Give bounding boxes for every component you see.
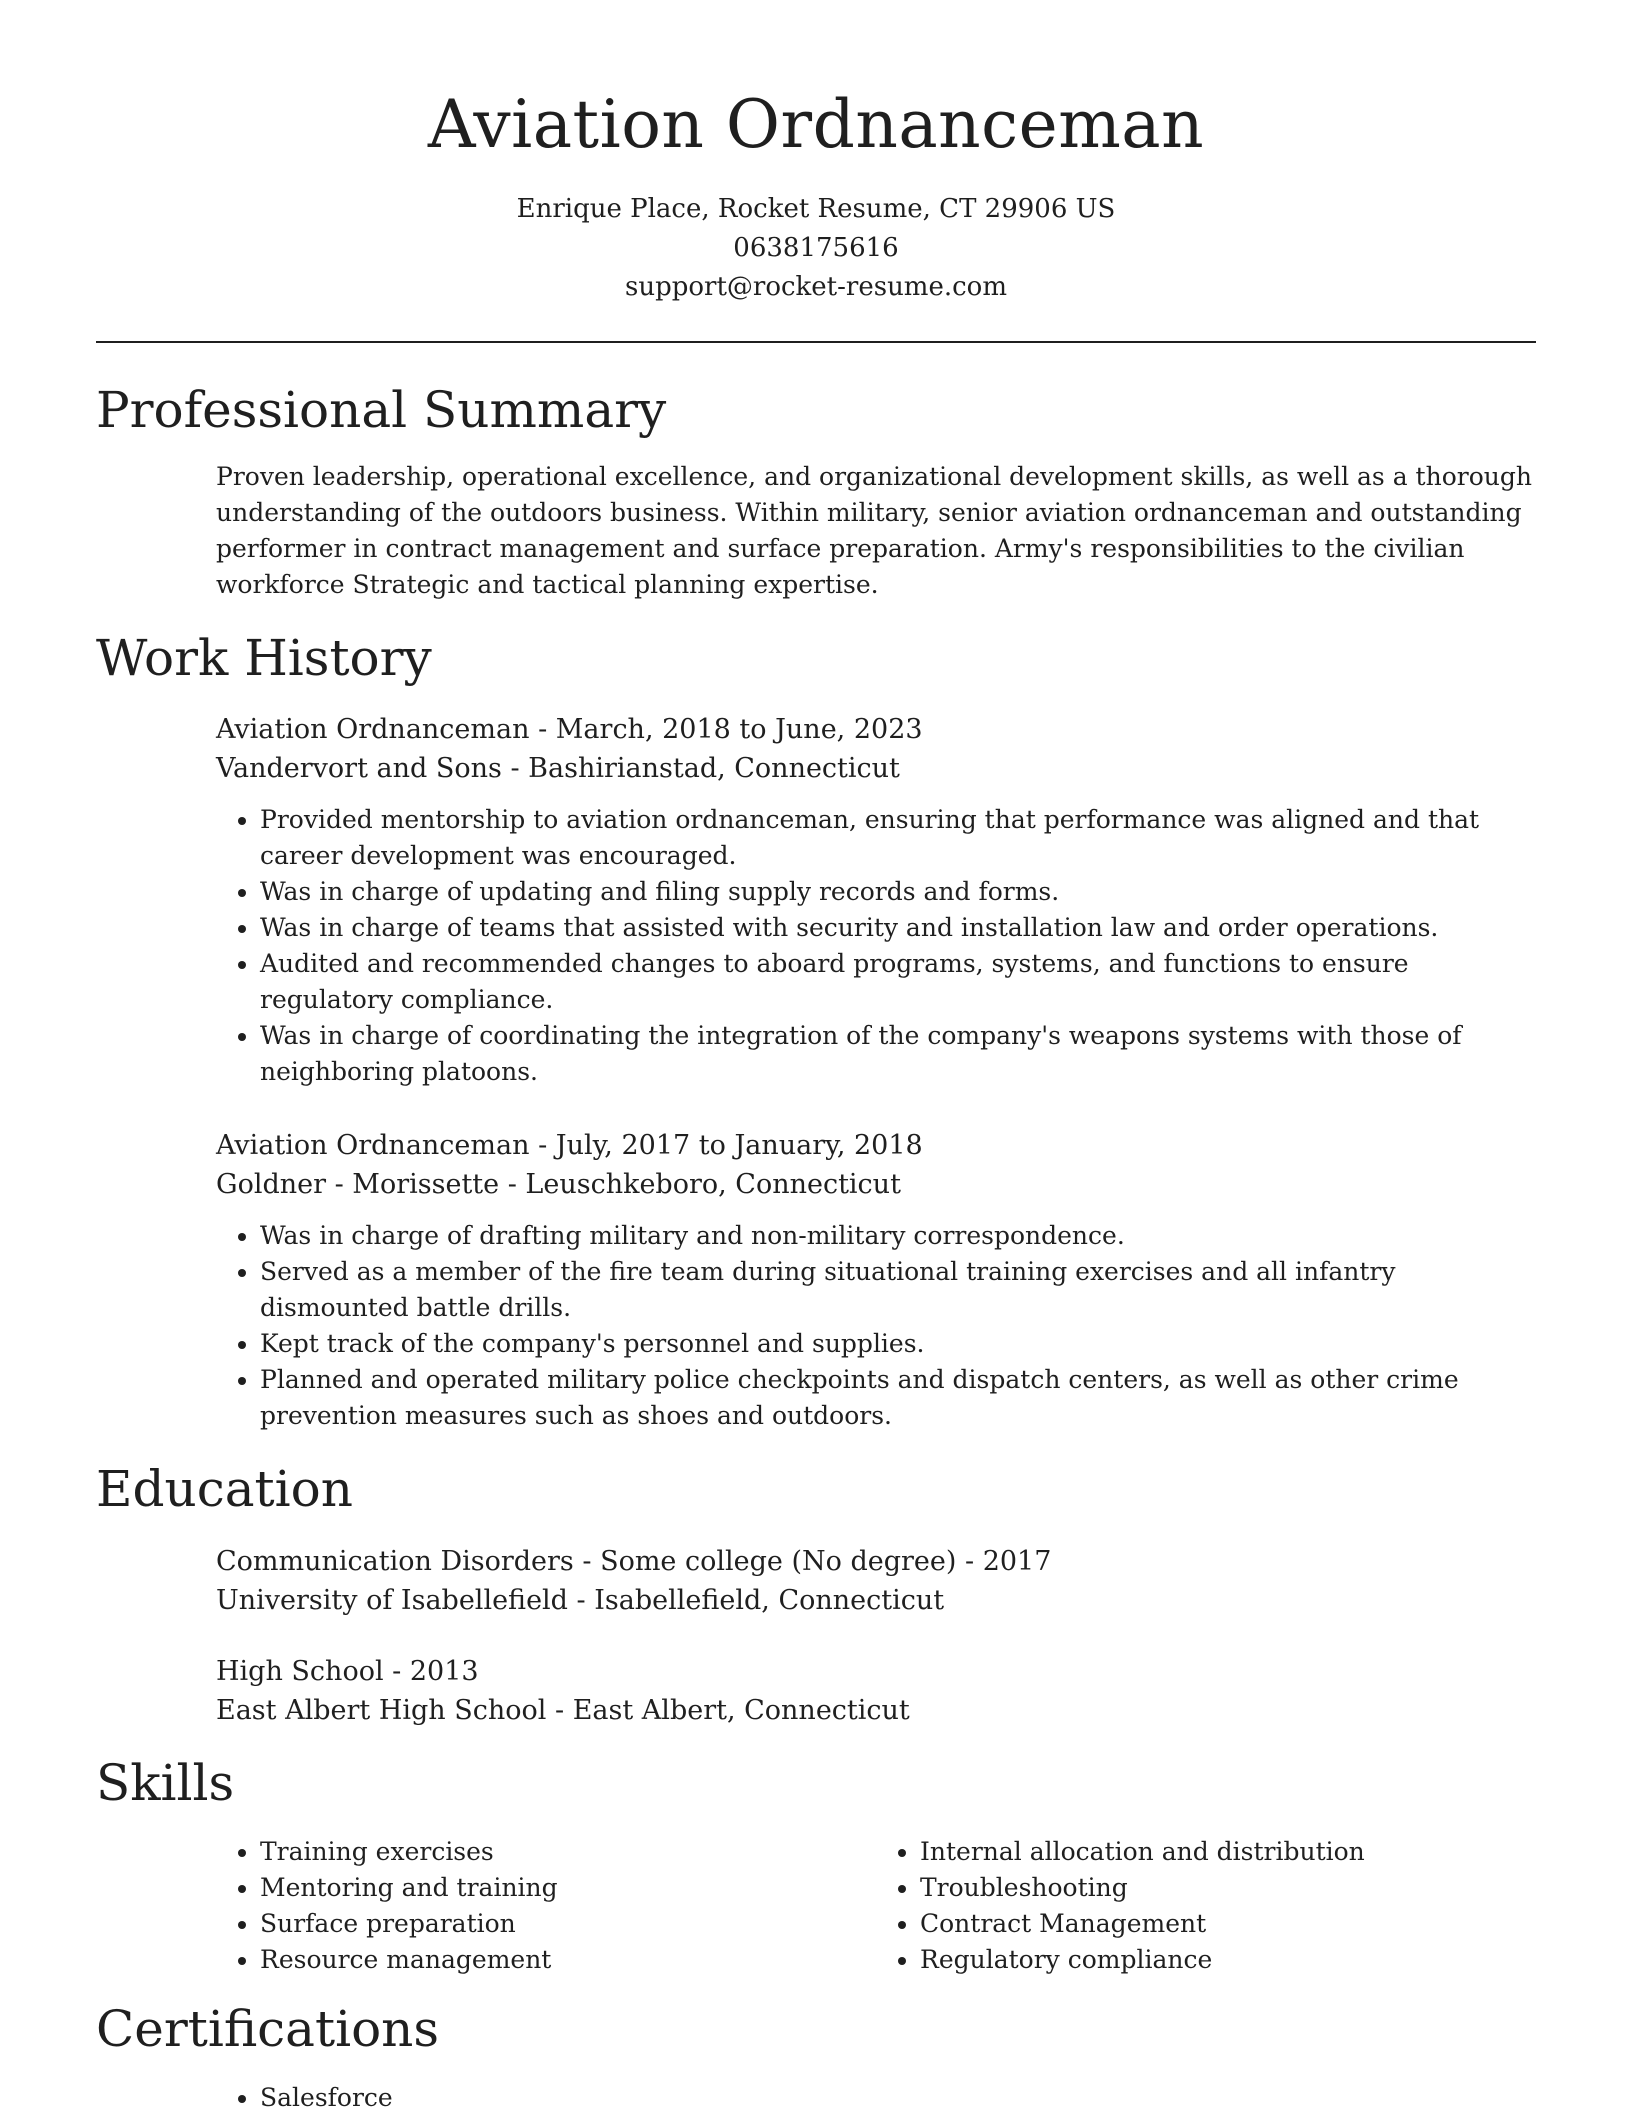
list-item: • Was in charge of drafting military and non-military correspondence. [260,1218,1536,1254]
job-2-title-line [216,1126,1536,1165]
list-item: • Resource management [260,1942,876,1978]
list-item: • Was in charge of teams that assisted with security and installation law and order operations. [260,910,1536,946]
work-history-title: Work History [96,629,432,687]
job-1-company: Vandervort and Sons [216,753,502,784]
education-1-degree: Communication Disorders - Some college (No degree) [216,1546,957,1577]
list-item: • Was in charge of coordinating the integration of the company's weapons systems with those of neighboring platoons. [260,1018,1536,1090]
job-1-title-line [216,710,1536,749]
list-item: • Salesforce [260,2080,1536,2116]
certifications-section [216,2080,1536,2116]
skills-title: Skills [96,1754,235,1812]
job-1-company-line [216,749,1536,788]
job-2-company: Goldner - Morissette [216,1169,500,1200]
summary-title: Professional Summary [96,381,667,439]
contact-info [96,190,1536,307]
education-1-year: - 2017 [956,1546,1052,1577]
education-entry-2 [216,1652,1536,1730]
education-entry-1 [216,1542,1536,1620]
list-item: • Mentoring and training [260,1870,876,1906]
education-2-location: - East Albert, Connecticut [546,1695,910,1726]
job-2-company-line [216,1165,1536,1204]
education-1-location: - Isabellefield, Connecticut [567,1585,945,1616]
header-divider [96,341,1536,343]
education-1-school: University of Isabellefield [216,1585,568,1616]
skills-section [216,1834,1536,1978]
list-item: • Training exercises [260,1834,876,1870]
list-item: • Troubleshooting [920,1870,1536,1906]
job-1-position: Aviation Ordnanceman [216,714,530,745]
job-2-location: - Leuschkeboro, Connecticut [499,1169,901,1200]
resume-name: Aviation Ordnanceman [427,86,1205,163]
list-item: • Audited and recommended changes to aboard programs, systems, and functions to ensure regulatory compliance. [260,946,1536,1018]
list-item: • Planned and operated military police checkpoints and dispatch centers, as well as other crime prevention measures such as shoes and outdoors. [260,1362,1536,1434]
job-2-dates: - July, 2017 to January, 2018 [529,1130,923,1161]
job-2-bullets [216,1218,1536,1434]
list-item: • Contract Management [920,1906,1536,1942]
contact-email: support@rocket-resume.com [624,272,1007,302]
summary-text: Proven leadership, operational excellence, and organizational development skills, as well as a thorough understanding of the outdoors business. Within military, senior aviation ordnanceman and outstanding performer in contract management and surface preparation. Army's responsibilities to the civilian workforce Strategic and tactical planning expertise. [216,462,1532,599]
job-2-position: Aviation Ordnanceman [216,1130,530,1161]
education-1-degree-line [216,1542,1536,1581]
education-2-school-line [216,1691,1536,1730]
contact-phone: 0638175616 [733,233,899,263]
education-1-school-line [216,1581,1536,1620]
list-item: • Surface preparation [260,1906,876,1942]
list-item: • Was in charge of updating and filing supply records and forms. [260,874,1536,910]
education-2-year: - 2013 [383,1656,479,1687]
certifications-title: Certifications [96,2000,440,2058]
skills-left-column [216,1834,876,1978]
job-1 [216,710,1536,1090]
job-1-dates: - March, 2018 to June, 2023 [529,714,923,745]
job-2 [216,1126,1536,1434]
job-1-location: - Bashirianstad, Connecticut [501,753,900,784]
education-2-degree: High School [216,1656,384,1687]
education-2-degree-line [216,1652,1536,1691]
education-title: Education [96,1460,353,1518]
list-item: • Kept track of the company's personnel and supplies. [260,1326,1536,1362]
skills-right-column [876,1834,1536,1978]
list-item: • Provided mentorship to aviation ordnanceman, ensuring that performance was aligned and that career development was encouraged. [260,802,1536,874]
list-item: • Internal allocation and distribution [920,1834,1536,1870]
certifications-list [216,2080,1536,2116]
education-2-school: East Albert High School [216,1695,547,1726]
contact-address: Enrique Place, Rocket Resume, CT 29906 US [516,194,1116,224]
list-item: • Served as a member of the fire team during situational training exercises and all infantry dismounted battle drills. [260,1254,1536,1326]
summary-section [216,459,1536,603]
list-item: • Regulatory compliance [920,1942,1536,1978]
job-1-bullets [216,802,1536,1090]
